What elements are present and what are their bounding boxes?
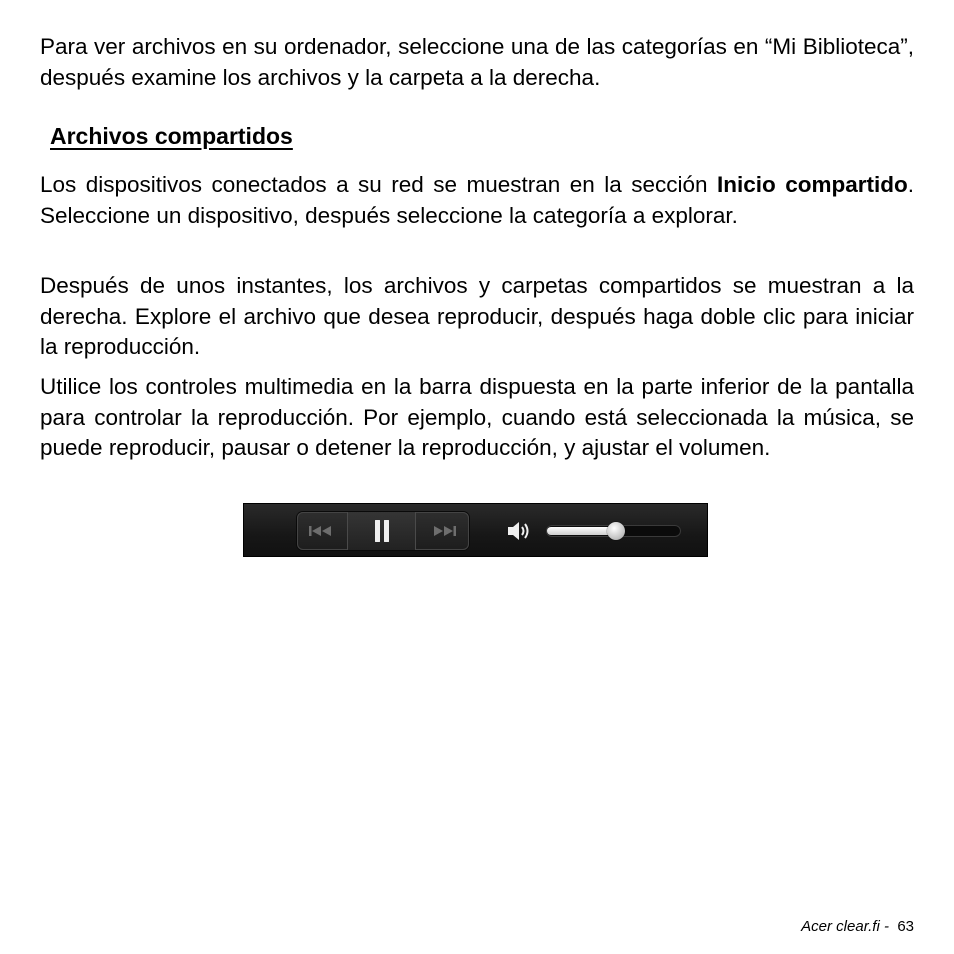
previous-button[interactable] <box>297 512 348 550</box>
pause-icon <box>374 520 390 542</box>
intro-paragraph: Para ver archivos en su ordenador, seleccione una de las categorías en “Mi Biblioteca”, después examine los archivos y la carpeta a la derecha. <box>40 34 914 90</box>
after-moments-paragraph: Después de unos instantes, los archivos y carpetas compartidos se muestran a la derecha. Explore el archivo que desea reproducir, después haga doble clic para iniciar la reproducción. <box>40 273 914 359</box>
page-footer <box>801 917 914 937</box>
media-control-bar <box>243 503 708 557</box>
next-button[interactable] <box>416 512 469 550</box>
volume-button[interactable] <box>507 520 533 542</box>
speaker-icon <box>507 520 533 542</box>
devices-paragraph <box>40 170 914 231</box>
skip-previous-icon <box>309 525 335 537</box>
skip-next-icon <box>430 525 456 537</box>
devices-text-after: . Seleccione un dispositivo, después seleccione la categoría a explorar. <box>40 172 914 228</box>
volume-slider-fill <box>547 527 616 535</box>
controls-paragraph: Utilice los controles multimedia en la barra dispuesta en la parte inferior de la pantalla para controlar la reproducción. Por ejemplo, cuando está seleccionada la música, se puede reproducir, pausar o detener la reproducción, y ajustar el volumen. <box>40 374 914 460</box>
pause-button[interactable] <box>348 512 416 550</box>
footer-product: Acer clear.fi - <box>801 918 889 935</box>
devices-text-before: Los dispositivos conectados a su red se muestran en la sección <box>40 172 717 197</box>
volume-slider[interactable] <box>546 525 681 537</box>
playback-button-group <box>297 512 469 550</box>
volume-slider-knob[interactable] <box>607 522 625 540</box>
section-heading: Archivos compartidos <box>50 123 293 149</box>
inicio-compartido-term: Inicio compartido <box>717 172 908 197</box>
page-number: 63 <box>897 918 914 935</box>
